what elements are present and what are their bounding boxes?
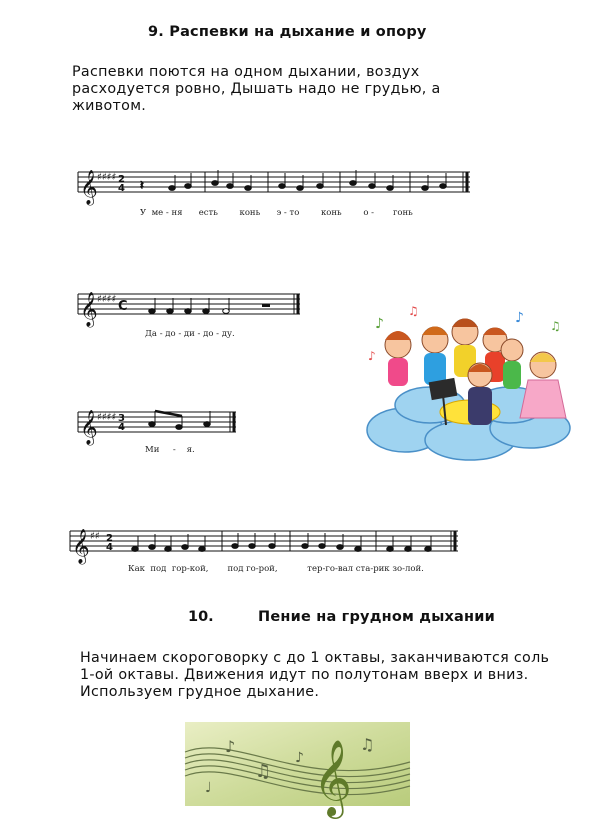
svg-text:♪: ♪ <box>375 316 384 332</box>
lyrics-exercise-2: Да - до - ди - до - ду. <box>145 329 235 339</box>
music-staff-treble-clef-banner <box>185 722 410 816</box>
svg-text:2: 2 <box>118 174 125 185</box>
svg-text:♪: ♪ <box>295 750 304 766</box>
svg-text:♫: ♫ <box>360 735 375 754</box>
lyrics-exercise-3: Ми - я. <box>145 445 195 455</box>
svg-text:♯♯: ♯♯ <box>90 531 100 542</box>
section-9-heading: 9. Распевки на дыхание и опору <box>148 24 427 40</box>
svg-text:4: 4 <box>118 422 125 433</box>
svg-text:4: 4 <box>106 542 113 553</box>
svg-text:𝄞: 𝄞 <box>72 529 90 564</box>
svg-text:𝄽: 𝄽 <box>140 178 144 192</box>
svg-text:♪: ♪ <box>225 737 236 756</box>
svg-text:♯♯♯♯: ♯♯♯♯ <box>97 294 117 305</box>
svg-text:𝄞: 𝄞 <box>80 292 98 327</box>
svg-text:𝄞: 𝄞 <box>80 410 98 445</box>
svg-text:♩: ♩ <box>205 780 212 796</box>
svg-text:♫: ♫ <box>255 761 272 782</box>
lyrics-exercise-1: У ме - ня есть конь э - то конь о - гонь <box>140 208 413 218</box>
section-9-text: Распевки поются на одном дыхании, воздух расходуется ровно, Дышать надо не грудью, а животом. <box>72 64 441 114</box>
svg-text:♫: ♫ <box>408 304 419 318</box>
svg-text:4: 4 <box>118 183 125 194</box>
svg-text:C: C <box>118 299 128 314</box>
section-10-text: Начинаем скороговорку с до 1 октавы, заканчиваются соль 1-ой октавы. Движения идут по полутонам вверх и вниз. Используем грудное дыхание. <box>80 650 550 700</box>
section-10-number: 10. <box>188 609 214 625</box>
svg-text:𝄞: 𝄞 <box>80 170 98 205</box>
svg-text:♪: ♪ <box>368 349 376 363</box>
svg-text:2: 2 <box>106 533 113 544</box>
svg-text:♯♯♯♯: ♯♯♯♯ <box>97 412 117 423</box>
svg-text:♪: ♪ <box>515 310 524 326</box>
lyrics-exercise-4: Как под гор-кой, под го-рой, тер-го-вал ста-рик зо-лой. <box>128 564 424 574</box>
section-10-title: Пение на грудном дыхании <box>258 609 495 625</box>
svg-text:𝄞: 𝄞 <box>313 739 353 816</box>
children-choir-illustration <box>360 300 575 460</box>
svg-text:♫: ♫ <box>550 319 561 333</box>
svg-text:3: 3 <box>118 413 125 424</box>
svg-text:♯♯♯♯: ♯♯♯♯ <box>97 172 117 183</box>
